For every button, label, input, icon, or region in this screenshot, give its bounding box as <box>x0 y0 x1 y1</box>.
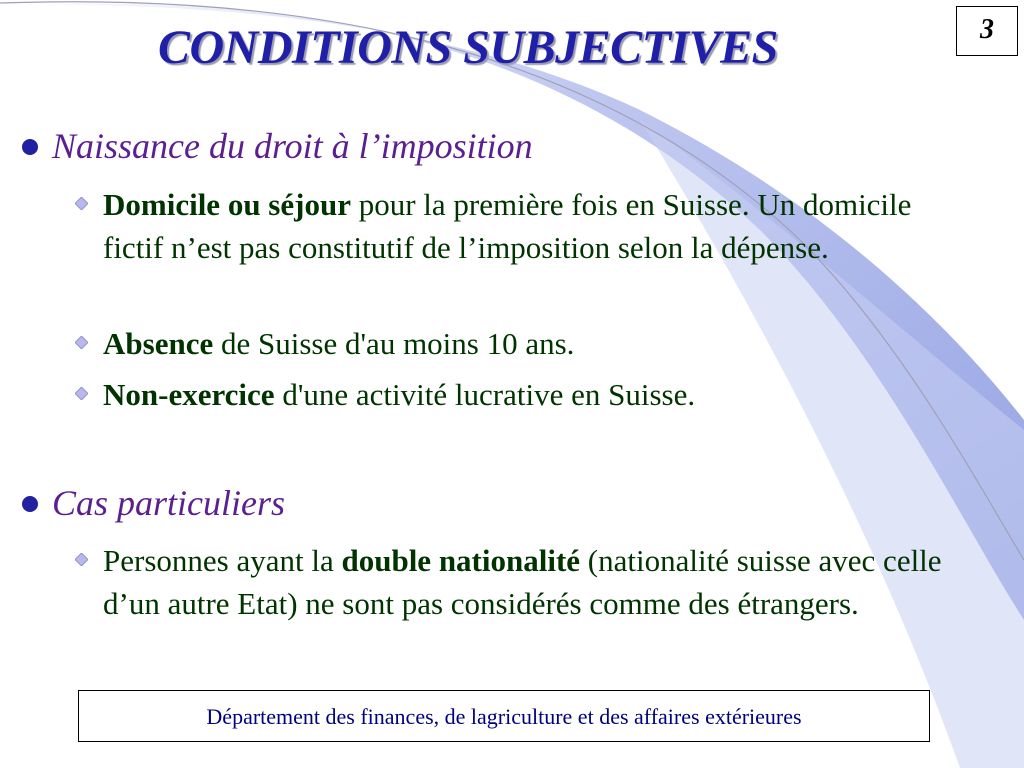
list-item <box>75 183 955 269</box>
list-item-text <box>103 539 995 625</box>
diamond-bullet-icon <box>75 336 88 349</box>
bullet-dot-icon <box>22 139 38 155</box>
bullet-dot-icon <box>22 496 38 512</box>
section-heading-naissance <box>22 125 533 167</box>
footer-text: Département des finances, de lagriculture et des affaires extérieures <box>206 704 802 729</box>
list-item-bold: Absence <box>103 326 214 361</box>
diamond-bullet-icon <box>75 197 88 210</box>
list-item-rest: d'une activité lucrative en Suisse. <box>274 377 696 412</box>
list-item-rest: (nationalité suisse avec celle d’un autre Etat) ne sont pas considérés comme des étrangers. <box>103 543 942 621</box>
section-heading-text: Cas particuliers <box>52 483 286 523</box>
list-item-bold: double nationalité <box>341 543 581 578</box>
footer-box <box>78 690 930 742</box>
list-item <box>75 539 995 625</box>
list-item-bold: Non-exercice <box>103 377 275 412</box>
list-item <box>75 322 955 365</box>
page-number: 3 <box>956 6 1018 56</box>
diamond-bullet-icon <box>75 387 88 400</box>
list-item-text <box>103 373 975 416</box>
list-item-prefix: Personnes ayant la <box>103 543 342 578</box>
slide-title: CONDITIONS SUBJECTIVES <box>158 21 778 74</box>
list-item-bold: Domicile ou séjour <box>103 187 351 222</box>
section-heading-cas <box>22 482 285 524</box>
diamond-bullet-icon <box>75 553 88 566</box>
list-item-rest: pour la première fois en Suisse. Un domicile fictif n’est pas constitutif de l’imposition selon la dépense. <box>103 187 912 265</box>
section-heading-text: Naissance du droit à l’imposition <box>52 126 533 166</box>
list-item <box>75 373 975 416</box>
list-item-rest: de Suisse d'au moins 10 ans. <box>213 326 575 361</box>
list-item-text <box>103 183 955 269</box>
list-item-text <box>103 322 955 365</box>
